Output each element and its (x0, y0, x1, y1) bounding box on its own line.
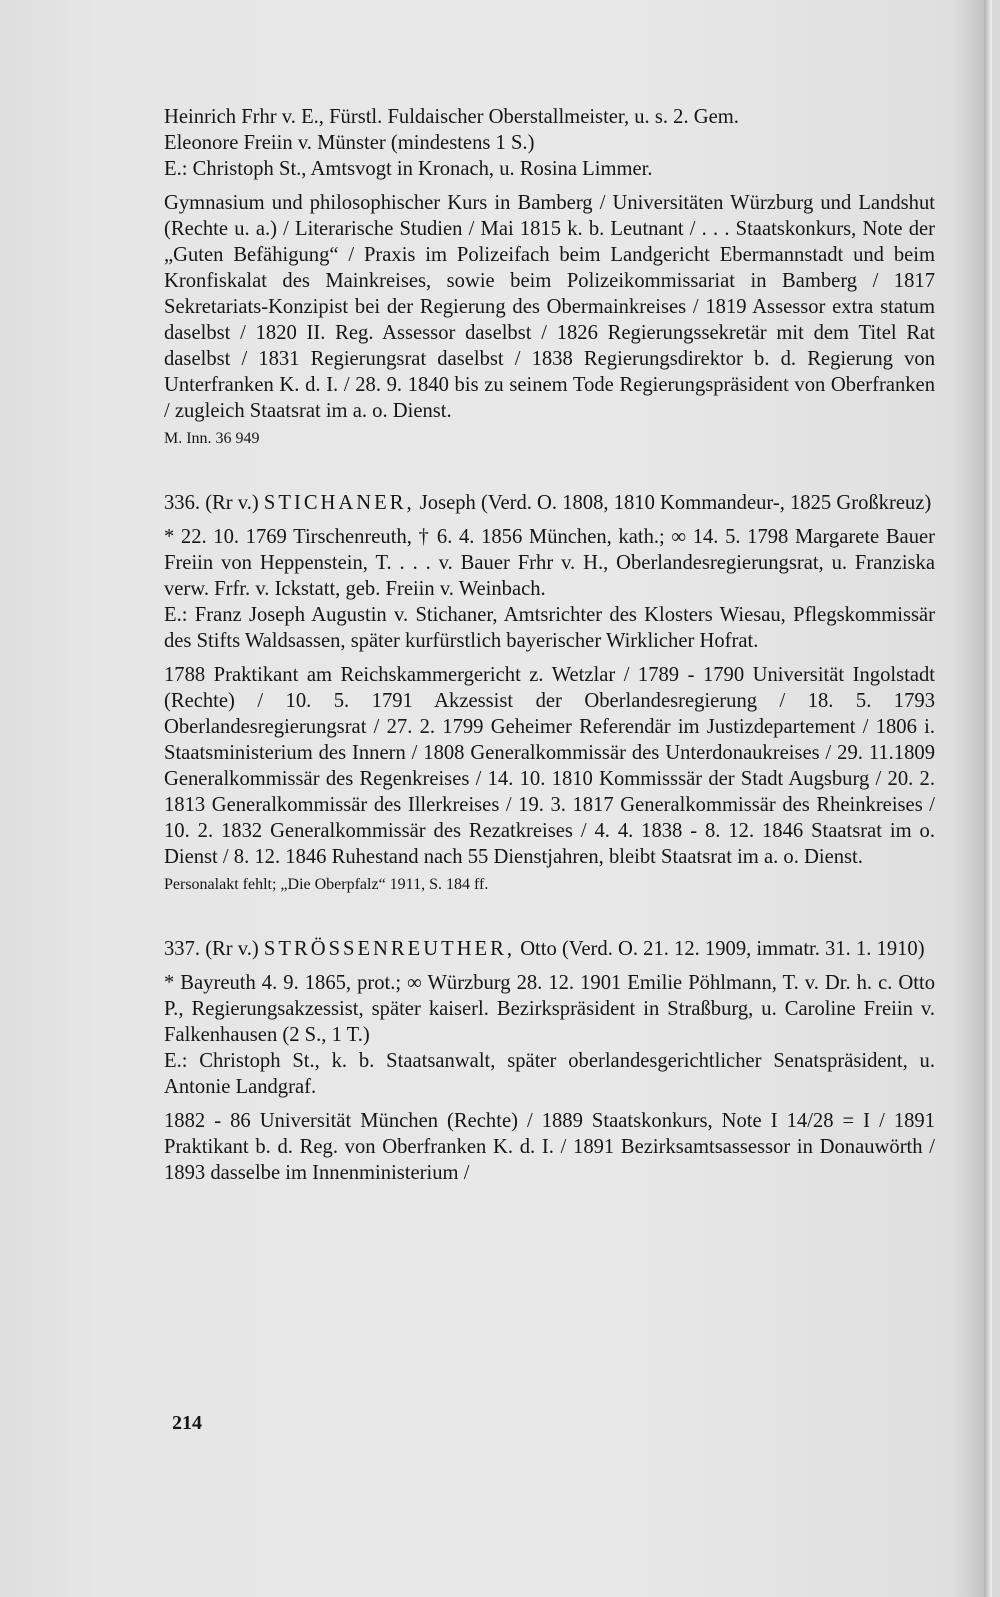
birth-marriage: * 22. 10. 1769 Tirschenreuth, † 6. 4. 1856 München, kath.; ∞ 14. 5. 1798 Margarete Bauer Freiin von Heppenstein, T. . . . v. Bauer Frhr v. H., Oberlandesregierungsrat, u. Franziska verw. Frfr. v. Ickstatt, geb. Freiin v. Weinbach. (164, 526, 935, 600)
grade-fraction: 14/28 (786, 1110, 834, 1132)
birth-marriage: * Bayreuth 4. 9. 1865, prot.; ∞ Würzburg 28. 12. 1901 Emilie Pöhlmann, T. v. Dr. h. c. Otto P., Regierungsakzessist, später kaiserl. Bezirkspräsident in Straßburg, u. Caroline Freiin v. Falkenhausen (2 S., 1 T.) (164, 972, 935, 1046)
entry-heading-336 (164, 490, 935, 516)
career-paragraph: 1882 - 86 Universität München (Rechte) / 1889 Staatskonkurs, Note I 14/28 = I / 1891 Praktikant b. d. Reg. von Oberfranken K. d. I. / 1891 Bezirksamtsassessor in Donauwörth / 1893 dasselbe im Innenministerium / (164, 1110, 936, 1184)
parents: E.: Franz Joseph Augustin v. Stichaner, Amtsrichter des Klosters Wiesau, Pflegskommissär des Stifts Waldsassen, später kurfürstlich bayerischer Wirklicher Hofrat. (164, 604, 935, 652)
entry-name: STICHANER, (263, 492, 415, 514)
entry-heading-337 (164, 936, 935, 962)
source-note: Personalakt fehlt; „Die Oberpfalz“ 1911, S. 184 ff. (164, 876, 489, 893)
page-number: 214 (172, 1412, 202, 1434)
entry-number: 337. (Rr v.) (164, 938, 259, 960)
entry-line: Heinrich Frhr v. E., Fürstl. Fuldaischer Oberstallmeister, u. s. 2. Gem. (164, 106, 739, 128)
career-paragraph: 1788 Praktikant am Reichskammergericht z. Wetzlar / 1789 - 1790 Universität Ingolstadt (Rechte) / 10. 5. 1791 Akzessist der Oberlandesregierung / 18. 5. 1793 Oberlandesregierungsrat / 27. 2. 1799 Geheimer Referendär im Justizdepartement / 1806 i. Staatsministerium des Innern / 1808 Generalkommissär des Unterdonaukreises / 29. 11.1809 Generalkommissär des Regenkreises / 14. 10. 1810 Kommisssär der Stadt Augsburg / 20. 2. 1813 Generalkommissär des Illerkreises / 19. 3. 1817 Generalkommissär des Rheinkreises / 10. 2. 1832 Generalkommissär des Rezatkreises / 4. 4. 1838 - 8. 12. 1846 Staatsrat im o. Dienst / 8. 12. 1846 Ruhestand nach 55 Dienstjahren, bleibt Staatsrat im a. o. Dienst. (164, 664, 935, 868)
source-note: M. Inn. 36 949 (164, 430, 260, 447)
entry-heading-rest: Joseph (Verd. O. 1808, 1810 Kommandeur-, 1825 Großkreuz) (419, 492, 932, 514)
entry-heading-rest: Otto (Verd. O. 21. 12. 1909, immatr. 31. 1. 1910) (520, 938, 925, 960)
entry-name: STRÖSSENREUTHER, (263, 938, 516, 960)
career-paragraph: Gymnasium und philosophischer Kurs in Bamberg / Universitäten Würzburg und Landshut (Rechte u. a.) / Literarische Studien / Mai 1815 k. b. Leutnant / . . . Staatskonkurs, Note der „Guten Befähigung“ / Praxis im Polizeifach beim Landgericht Ebermannstadt und beim Kronfiskalat des Mainkreises, sowie beim Polizeikommissariat in Bamberg / 1817 Sekretariats-Konzipist bei der Regierung des Obermainkreises / 1819 Assessor extra statum daselbst / 1820 II. Reg. Assessor daselbst / 1826 Regierungssekretär mit dem Titel Rat daselbst / 1831 Regierungsrat daselbst / 1838 Regierungsdirektor b. d. Regierung von Unterfranken K. d. I. / 28. 9. 1840 bis zu seinem Tode Regierungspräsident von Oberfranken / zugleich Staatsrat im a. o. Dienst. (164, 192, 935, 422)
page-text (164, 104, 935, 1186)
entry-line: Eleonore Freiin v. Münster (mindestens 1 S.) (164, 132, 535, 154)
entry-line: E.: Christoph St., Amtsvogt in Kronach, u. Rosina Limmer. (164, 158, 653, 180)
page-edge (984, 0, 992, 1597)
parents: E.: Christoph St., k. b. Staatsanwalt, später oberlandesgerichtlicher Senatspräsident, u. Antonie Landgraf. (164, 1050, 935, 1098)
entry-number: 336. (Rr v.) (164, 492, 259, 514)
